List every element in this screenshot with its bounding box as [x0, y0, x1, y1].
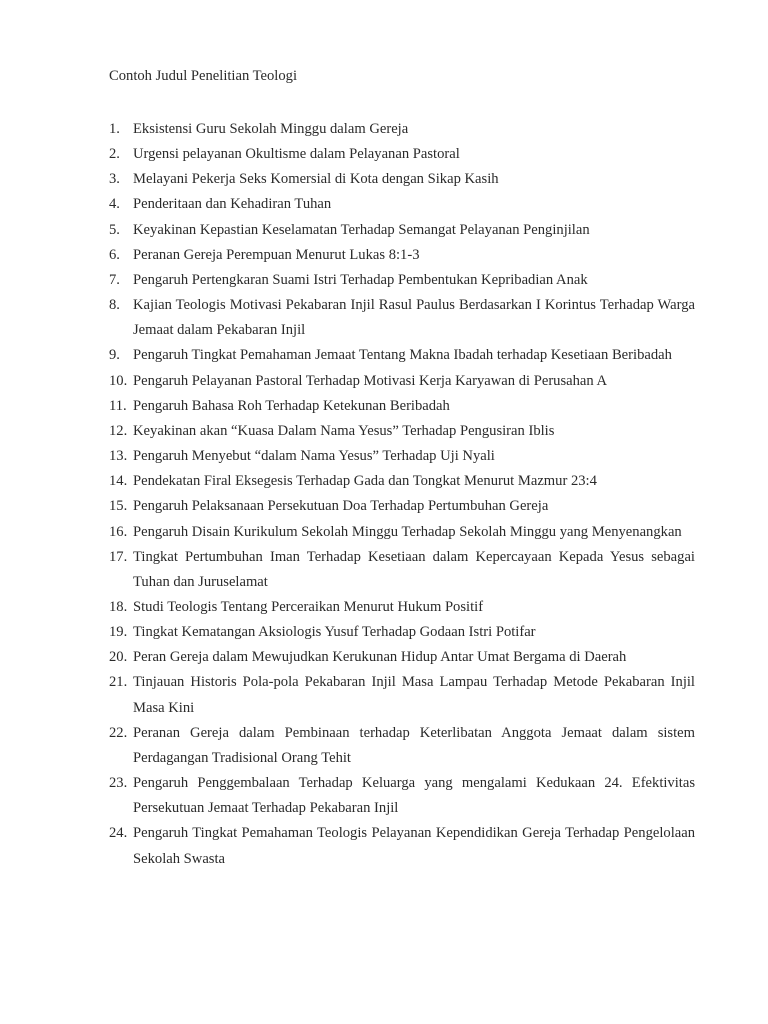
item-number: 5. [109, 221, 120, 238]
item-number: 15. [109, 498, 128, 515]
item-number: 18. [109, 598, 128, 615]
list-item [109, 369, 695, 394]
item-text: Studi Teologis Tentang Perceraikan Menurut Hukum Positif [133, 598, 484, 615]
item-number: 23. [109, 775, 128, 792]
item-number: 16. [109, 523, 128, 540]
item-number: 11. [109, 397, 127, 414]
item-text: Keyakinan akan “Kuasa Dalam Nama Yesus” Terhadap Pengusiran Iblis [133, 422, 555, 439]
item-number: 7. [109, 271, 120, 288]
list-item [109, 243, 695, 268]
item-number: 3. [109, 171, 120, 188]
list-item [109, 520, 695, 545]
item-number: 20. [109, 649, 128, 666]
list-item [109, 545, 695, 595]
item-text: Keyakinan Kepastian Keselamatan Terhadap Semangat Pelayanan Penginjilan [133, 221, 590, 238]
item-text: Peranan Gereja dalam Pembinaan terhadap Keterlibatan Anggota Jemaat dalam sistem Perdagangan Tradisional Orang Tehit [133, 724, 695, 766]
item-text: Kajian Teologis Motivasi Pekabaran Injil Rasul Paulus Berdasarkan I Korintus Terhadap Warga Jemaat dalam Pekabaran Injil [133, 297, 695, 339]
list-item [109, 167, 695, 192]
list-item [109, 293, 695, 343]
list-item [109, 620, 695, 645]
item-text: Tinjauan Historis Pola-pola Pekabaran Injil Masa Lampau Terhadap Metode Pekabaran Injil Masa Kini [133, 674, 695, 716]
item-text: Pengaruh Pertengkaran Suami Istri Terhadap Pembentukan Kepribadian Anak [133, 271, 588, 288]
list-item [109, 394, 695, 419]
list-item [109, 192, 695, 217]
list-item [109, 343, 695, 368]
item-number: 19. [109, 624, 128, 641]
item-text: Tingkat Pertumbuhan Iman Terhadap Kesetiaan dalam Kepercayaan Kepada Yesus sebagai Tuhan dan Juruselamat [133, 548, 695, 590]
list-item [109, 142, 695, 167]
item-number: 1. [109, 121, 120, 137]
item-number: 2. [109, 146, 120, 163]
item-text: Pengaruh Penggembalaan Terhadap Keluarga yang mengalami Kedukaan 24. Efektivitas Persekutuan Jemaat Terhadap Pekabaran Injil [133, 775, 695, 817]
item-number: 9. [109, 347, 120, 364]
item-text: Pengaruh Pelayanan Pastoral Terhadap Motivasi Kerja Karyawan di Perusahan A [133, 372, 608, 389]
item-number: 12. [109, 422, 128, 439]
item-text: Penderitaan dan Kehadiran Tuhan [133, 196, 332, 213]
item-text: Pendekatan Firal Eksegesis Terhadap Gada dan Tongkat Menurut Mazmur 23:4 [133, 473, 597, 490]
list-item [109, 721, 695, 771]
list-item [109, 494, 695, 519]
list-item [109, 218, 695, 243]
item-text: Melayani Pekerja Seks Komersial di Kota dengan Sikap Kasih [133, 171, 499, 188]
item-text: Tingkat Kematangan Aksiologis Yusuf Terhadap Godaan Istri Potifar [133, 624, 536, 641]
list-item [109, 444, 695, 469]
item-number: 21. [109, 674, 128, 691]
item-text: Pengaruh Tingkat Pemahaman Teologis Pelayanan Kependidikan Gereja Terhadap Pengelolaan Sekolah Swasta [133, 825, 695, 867]
item-text: Pengaruh Bahasa Roh Terhadap Ketekunan Beribadah [133, 397, 450, 414]
item-text: Pengaruh Tingkat Pemahaman Jemaat Tentang Makna Ibadah terhadap Kesetiaan Beribadah [133, 347, 672, 364]
item-number: 24. [109, 825, 128, 842]
item-number: 10. [109, 372, 128, 389]
list-item [109, 117, 695, 142]
item-text: Pengaruh Disain Kurikulum Sekolah Minggu Terhadap Sekolah Minggu yang Menyenangkan [133, 523, 682, 540]
item-number: 14. [109, 473, 128, 490]
item-number: 4. [109, 196, 120, 213]
list-item [109, 268, 695, 293]
item-text: Peran Gereja dalam Mewujudkan Kerukunan Hidup Antar Umat Bergama di Daerah [133, 649, 627, 666]
item-text: Pengaruh Menyebut “dalam Nama Yesus” Terhadap Uji Nyali [133, 448, 495, 465]
item-text: Peranan Gereja Perempuan Menurut Lukas 8:1-3 [133, 246, 420, 263]
item-number: 22. [109, 724, 128, 741]
item-number: 17. [109, 548, 128, 565]
list-item [109, 595, 695, 620]
list-item [109, 771, 695, 821]
topic-list [109, 117, 695, 872]
item-number: 13. [109, 448, 128, 465]
list-item [109, 645, 695, 670]
item-text: Urgensi pelayanan Okultisme dalam Pelayanan Pastoral [133, 146, 460, 163]
list-item [109, 469, 695, 494]
item-text: Pengaruh Pelaksanaan Persekutuan Doa Terhadap Pertumbuhan Gereja [133, 498, 549, 515]
item-number: 8. [109, 297, 120, 314]
item-number: 6. [109, 246, 120, 263]
list-item [109, 821, 695, 871]
list-item [109, 419, 695, 444]
list-item [109, 670, 695, 720]
item-text: Eksistensi Guru Sekolah Minggu dalam Gereja [133, 121, 409, 137]
document-title: Contoh Judul Penelitian Teologi [109, 68, 298, 84]
